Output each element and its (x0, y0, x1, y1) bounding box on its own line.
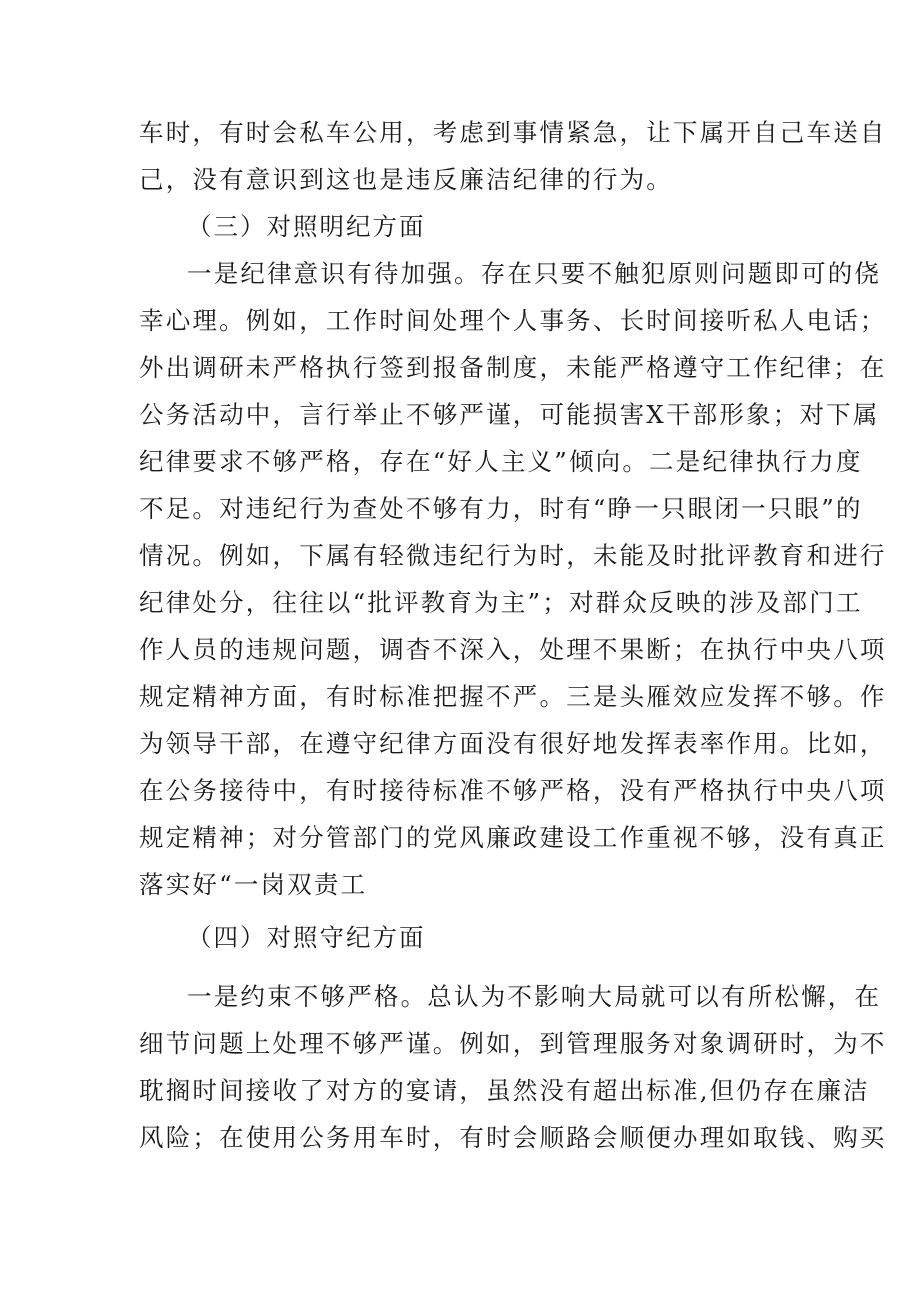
paragraph-line: 风险；在使用公务用车时，有时会顺路会顺便办理如取钱、购买 (139, 1123, 887, 1152)
paragraph-line: 作人员的违规问题，调杳不深入，处理不果断；在执行中央八项 (139, 635, 887, 664)
paragraph-line: 情况。例如，下属有轻微违纪行为时，未能及时批评教育和进行 (139, 541, 887, 570)
paragraph-line: 为领导干部，在遵守纪律方面没有很好地发挥表率作用。比如， (139, 729, 887, 758)
paragraph-line: 纪律要求不够严格，存在“好人主义”倾向。二是纪律执行力度 (139, 447, 863, 476)
paragraph-line: 己，没有意识到这也是违反廉洁纪律的行为。 (139, 165, 673, 194)
paragraph-line: 细节问题上处理不够严谨。例如，到管理服务对象调研时，为不 (139, 1029, 887, 1058)
paragraph-line: 不足。对违纪行为查处不够有力，时有“睁一只眼闭一只眼”的 (139, 494, 863, 523)
paragraph-line: 落实好“一岗双责工 (139, 870, 368, 899)
paragraph-line: 纪律处分，往往以“批评教育为主”；对群众反映的涉及部门工 (139, 588, 863, 617)
section-heading: （三）对照明纪方面 (187, 212, 426, 241)
paragraph-line: 在公务接待中，有时接待标准不够严格，没有严格执行中央八项 (139, 776, 887, 805)
paragraph-line: 车时，有时会私车公用，考虑到事情紧急，让下属开自己车送自 (139, 118, 887, 147)
paragraph-line: 一是约束不够严格。总认为不影响大局就可以有所松懈，在 (187, 982, 882, 1011)
section-heading: （四）对照守纪方面 (187, 923, 426, 952)
paragraph-line: 规定精神方面，有时标准把握不严。三是头雁效应发挥不够。作 (139, 682, 887, 711)
paragraph-line: 外出调研未严格执行签到报备制度，未能严格遵守工作纪律；在 (139, 353, 887, 382)
paragraph-line: 规定精神；对分管部门的党风廉政建设工作重视不够，没有真正 (139, 823, 887, 852)
paragraph-line: 幸心理。例如，工作时间处理个人事务、长时间接听私人电话； (139, 306, 887, 335)
paragraph-line: 公务活动中，言行举止不够严谨，可能损害X干部形象；对下属 (139, 400, 880, 429)
paragraph-line: 一是纪律意识有待加强。存在只要不触犯原则问题即可的侥 (187, 259, 882, 288)
paragraph-line: 耽搁时间接收了对方的宴请，虽然没有超出标准,但仍存在廉洁 (139, 1076, 870, 1105)
